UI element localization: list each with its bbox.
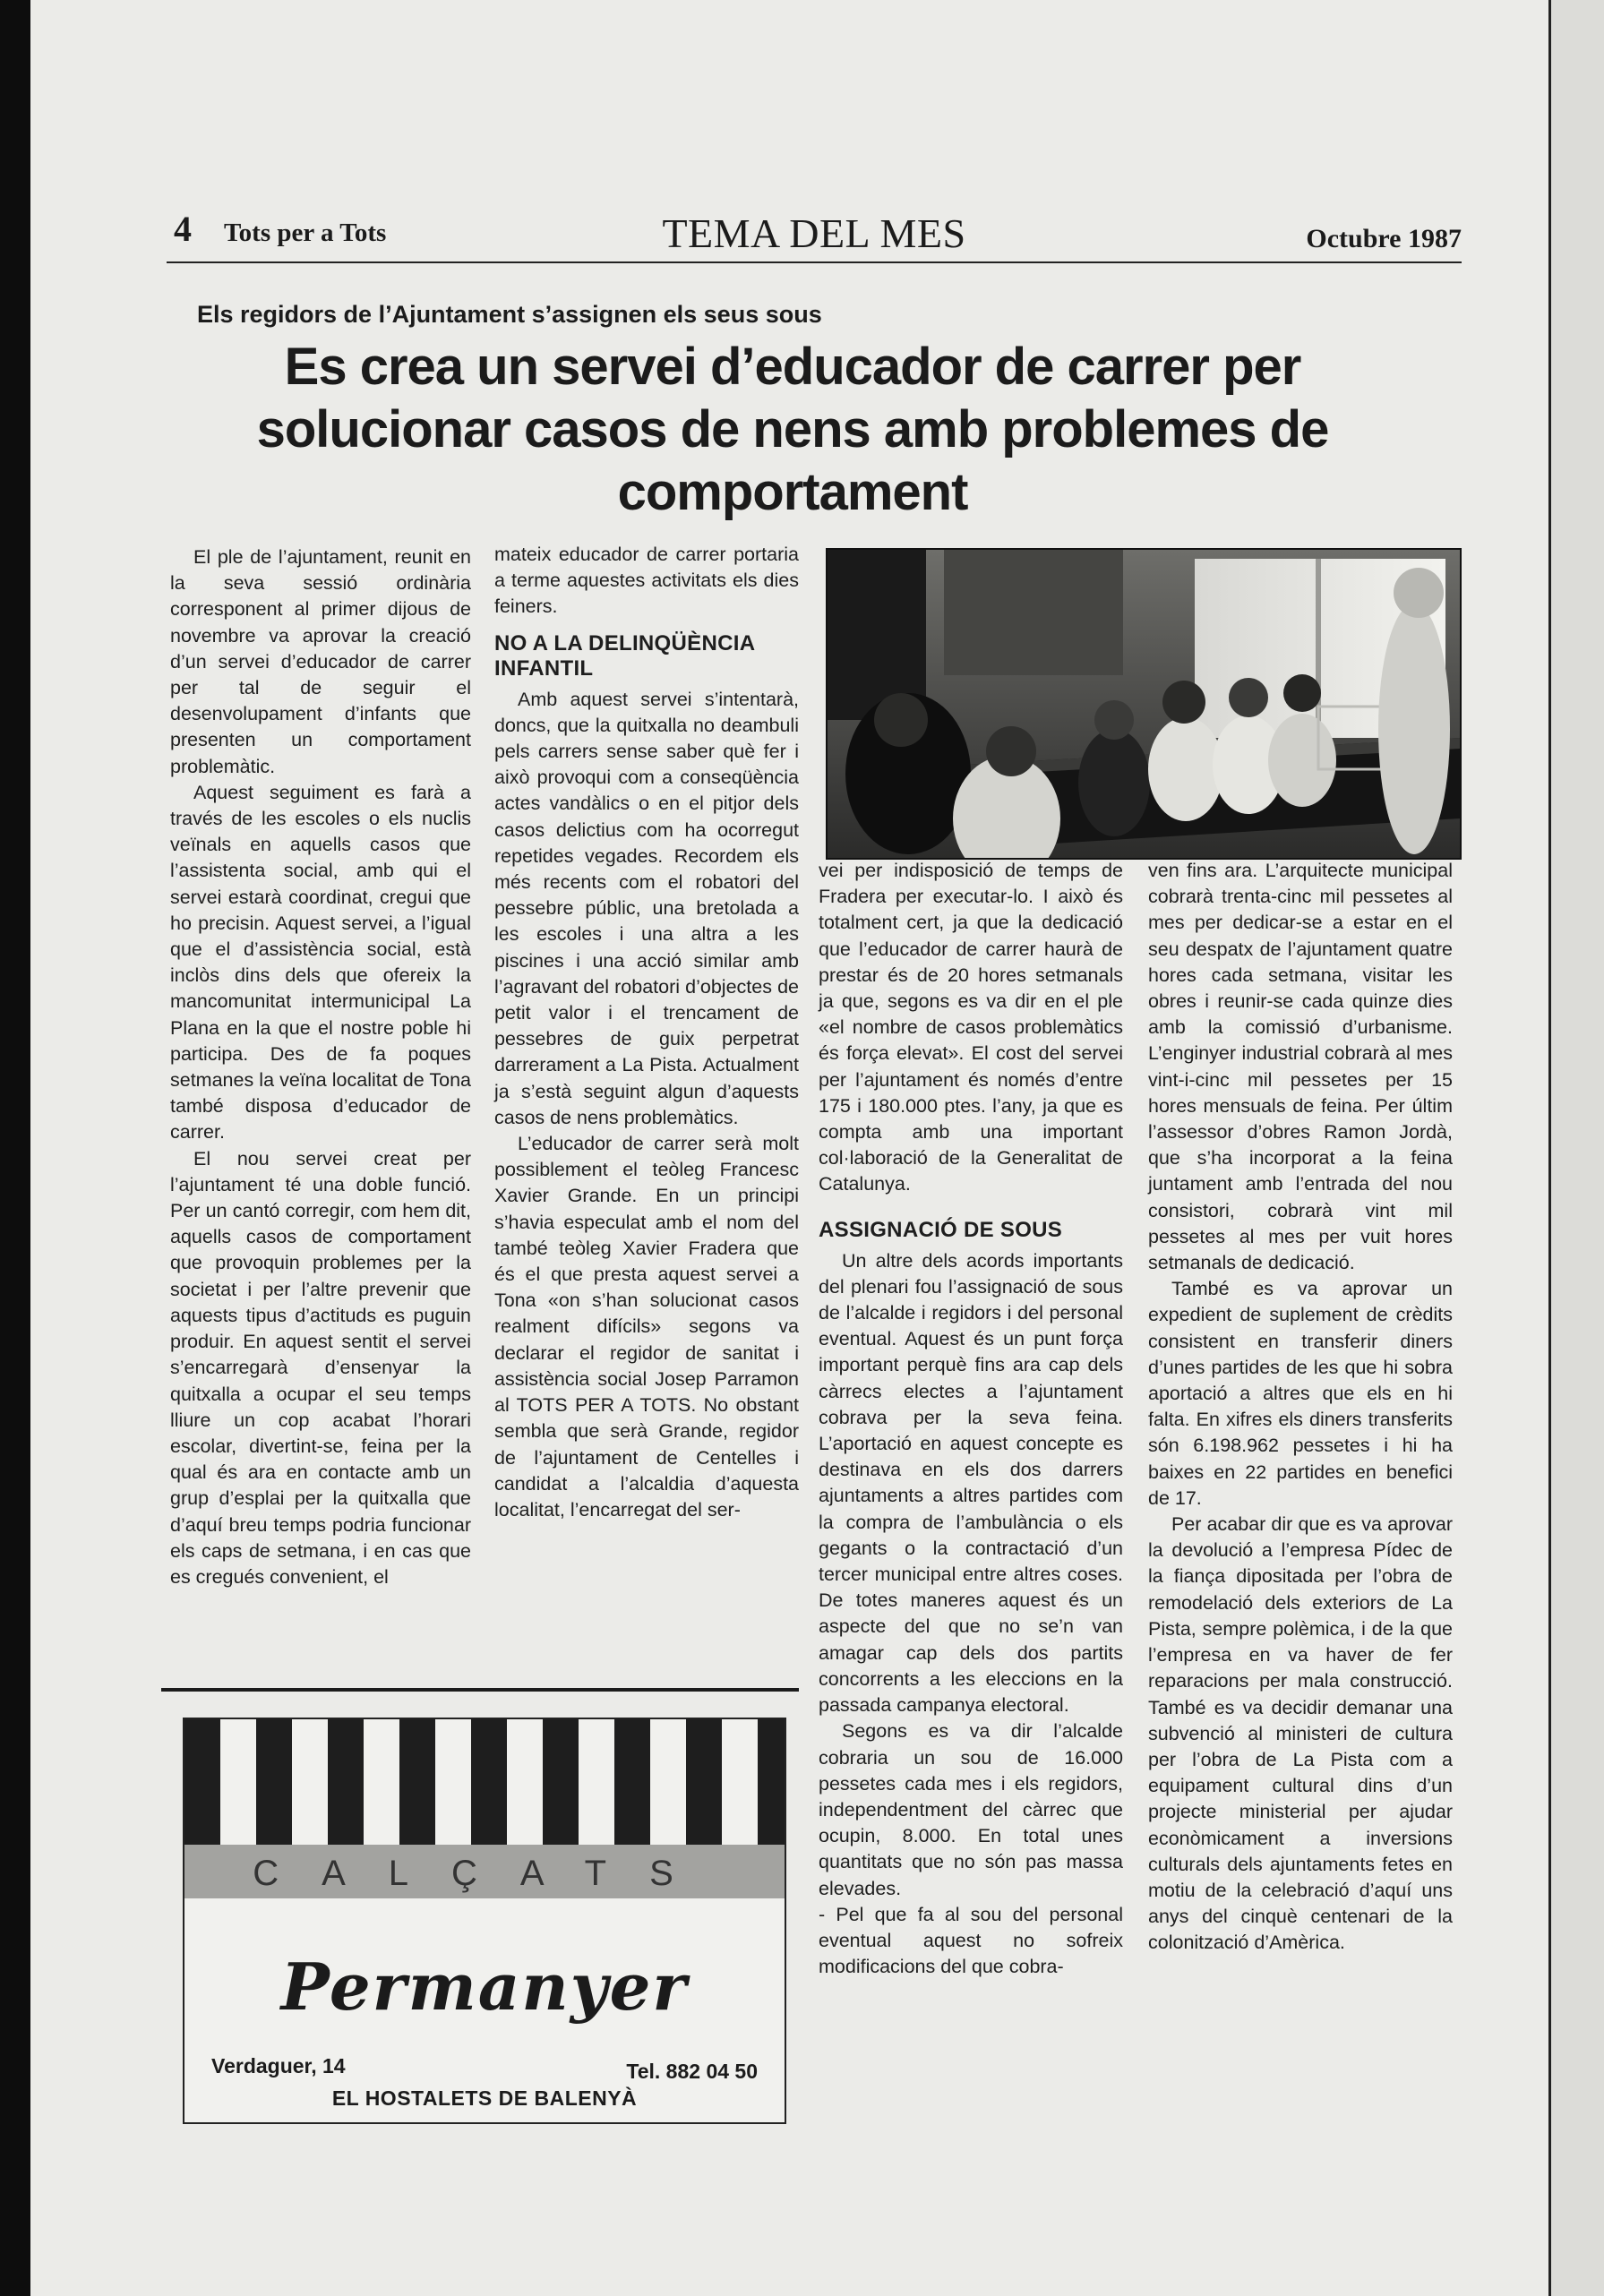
article-column-4 (1148, 858, 1453, 1957)
subheading: ASSIGNACIÓ DE SOUS (819, 1217, 1063, 1242)
shop-phone: Tel. 882 04 50 (626, 2060, 758, 2083)
paragraph: Un altre dels acords importants del plenari fou l’assignació de sous de l’alcalde i regidors i del personal eventual. Aquest és un punt força important perquè fins ara cap dels càrrecs electes a l’ajuntament cobrava per la seva feina. L’aportació en aquest concepte es destinava en els dos darrers ajuntaments a altres partides com la compra de l’ambulància o els gegants o la contractació d’un tercer municipal entre altres coses. De totes maneres aquest és un aspecte del que no se’n van amagar cap dels dos partits concorrents a les eleccions en la passada campanya electoral. (819, 1249, 1123, 1717)
paragraph: Aquest seguiment es farà a través de les escoles o els nuclis veïnals en aquells casos que l’assistenta social, amb qui el servei estarà coordinat, cregui que ho precisin. Aquest servei, a l’igual que el d’assistència social, està inclòs dins dels que ofereix la mancomunitat intermunicipal La Plana en la que el nostre poble hi participa. Des de fa poques setmanes la veïna localitat de Tona també disposa d’educador de carrer. (170, 781, 471, 1144)
subheading: NO A LA DELINQÜÈNCIA INFANTIL (494, 630, 755, 681)
meeting-photo (826, 548, 1462, 860)
paragraph: Amb aquest servei s’intentarà, doncs, que la quitxalla no deambuli pels carrers sense saber què fer i això provoqui com a conseqüència actes vandàlics o en el pitjor dels casos delictius com ha ocorregut repetides vegades. Recordem els més recents com el robatori del pessebre públic, una bretolada a les escoles i una altra a les piscines i una acció similar amb l’agravant del robatori d’objectes de petit valor i el trencament de pessebres de guix perpetrat darrerament a La Pista. Actualment ja s’està seguint algun d’aquests casos de nens problemàtics. (494, 688, 799, 1128)
article-column-3 (819, 858, 1123, 1980)
shoe-shop-advertisement (183, 1718, 786, 2124)
page-header (167, 208, 1462, 263)
page-number: 4 (174, 209, 192, 249)
paragraph: ven fins ara. L’arquitecte municipal cobrarà trenta-cinc mil pessetes al mes per dedicar-se a estar en el seu despatx de l’ajuntament quatre hores cada setmana, visitar les obres i reunir-se cada quinze dies amb la comissió d’urbanisme. L’enginyer industrial cobrarà al mes vint-i-cinc mil pessetes per 15 hores mensuals de feina. Per últim l’assessor d’obres Ramon Jordà, que s’ha incorporat a la feina juntament amb l’entrada del nou consistori, cobrarà vint mil pessetes al mes per vuit hores setmanals de dedicació. (1148, 860, 1453, 1274)
paragraph: El nou servei creat per l’ajuntament té una doble funció. Per un cantó corregir, com hem dit, aquells casos de comportament que provoquin problemes per la societat i per l’altre prevenir que aquests tipus d’actituds es puguin produir. En aquest sentit el servei s’encarregarà d’ensenyar la quitxalla a ocupar el seu temps lliure un cop acabat l’horari escolar, divertint-se, feina per la qual és ara en contacte amb un grup d’esplai per la quitxalla que d’aquí breu temps podria funcionar els caps de setmana, i en cas que es cregués convenient, el (170, 1147, 471, 1588)
awning-word: CALÇATS (253, 1854, 716, 1893)
publication-name: Tots per a Tots (224, 218, 387, 247)
issue-date: Octubre 1987 (1306, 224, 1462, 253)
paragraph: Per acabar dir que es va aprovar la devolució a l’empresa Pídec de la fiança dipositada per l’obra de remodelació dels exteriors de La Pista, sempre polèmica, i de la que l’empresa en va haver de fer reparacions per mala construcció. També es va decidir demanar una subvenció al ministeri de cultura per l’obra de La Pista com a equipament cultural dins d’un projecte ministerial per ajudar econòmicament a inversions culturals dels ajuntaments fetes en motiu de la celebració d’aquí uns anys del cinquè centenari de la colonització d’Amèrica. (1148, 1513, 1453, 1954)
article-kicker: Els regidors de l’Ajuntament s’assignen els seus sous (197, 301, 822, 328)
paragraph: També es va aprovar un expedient de suplement de crèdits consistent en transferir diners d’unes partides de les que hi sobra aportació a altres que els en hi falta. En xifres els diners transferits són 6.198.962 pessetes i hi ha baixes en 22 partides en benefici de 17. (1148, 1278, 1453, 1509)
brand-logo: Permanyer (280, 1949, 689, 2025)
paragraph: Segons es va dir l’alcalde cobraria un sou de 16.000 pessetes cada mes i els regidors, independentment del càrrec que ocupin, 8.000. En total unes quantitats que no són pas massa elevades. (819, 1720, 1123, 1899)
next-page-edge (1548, 0, 1604, 2296)
section-title: TEMA DEL MES (662, 210, 966, 256)
paragraph: El ple de l’ajuntament, reunit en la seva sessió ordinària corresponent al primer dijous de novembre va aprovar la creació d’un servei d’educador de carrer per tal de seguir el desenvolupament d’infants que presenten un comportament problemàtic. (170, 546, 471, 777)
article-column-2 (494, 542, 799, 1523)
shop-town: EL HOSTALETS DE BALENYÀ (331, 2086, 638, 2110)
shop-address: Verdaguer, 14 (211, 2054, 346, 2078)
article-column-1 (170, 544, 471, 1590)
paragraph: mateix educador de carrer portaria a terme aquestes activitats els dies feiners. (494, 544, 799, 618)
photo-illustration (828, 550, 1460, 858)
paragraph: L’educador de carrer serà molt possiblement el teòleg Francesc Xavier Grande. En un principi s’havia especulat amb el nom del també teòleg Xavier Fradera que és el que presta aquest servei a Tona «on s’han solucionat casos realment difícils» segons va declarar el regidor de sanitat i assistència social Josep Parramon al TOTS PER A TOTS. No obstant sembla que serà Grande, regidor de l’ajuntament de Centelles i candidat a l’alcaldia d’aquesta localitat, l’encarregat del ser- (494, 1133, 799, 1521)
paragraph: vei per indisposició de temps de Fradera per executar-lo. I això és totalment cert, ja que la dedicació que l’educador de carrer haurà de prestar és de 20 hores setmanals ja que, segons es va dir en el ple «el nombre de casos problemàtics és força elevat». El cost del servei per l’ajuntament és només d’entre 175 i 180.000 ptes. l’any, ja que es compta amb una important col·laboració de la Generalitat de Catalunya. (819, 860, 1123, 1195)
paragraph: - Pel que fa al sou del personal eventual aquest no sofreix modificacions del que cobra- (819, 1903, 1123, 1978)
article-headline: Es crea un servei d’educador de carrer per solucionar casos de nens amb problemes de comportament (256, 338, 1329, 521)
advertisement-divider (161, 1688, 799, 1692)
